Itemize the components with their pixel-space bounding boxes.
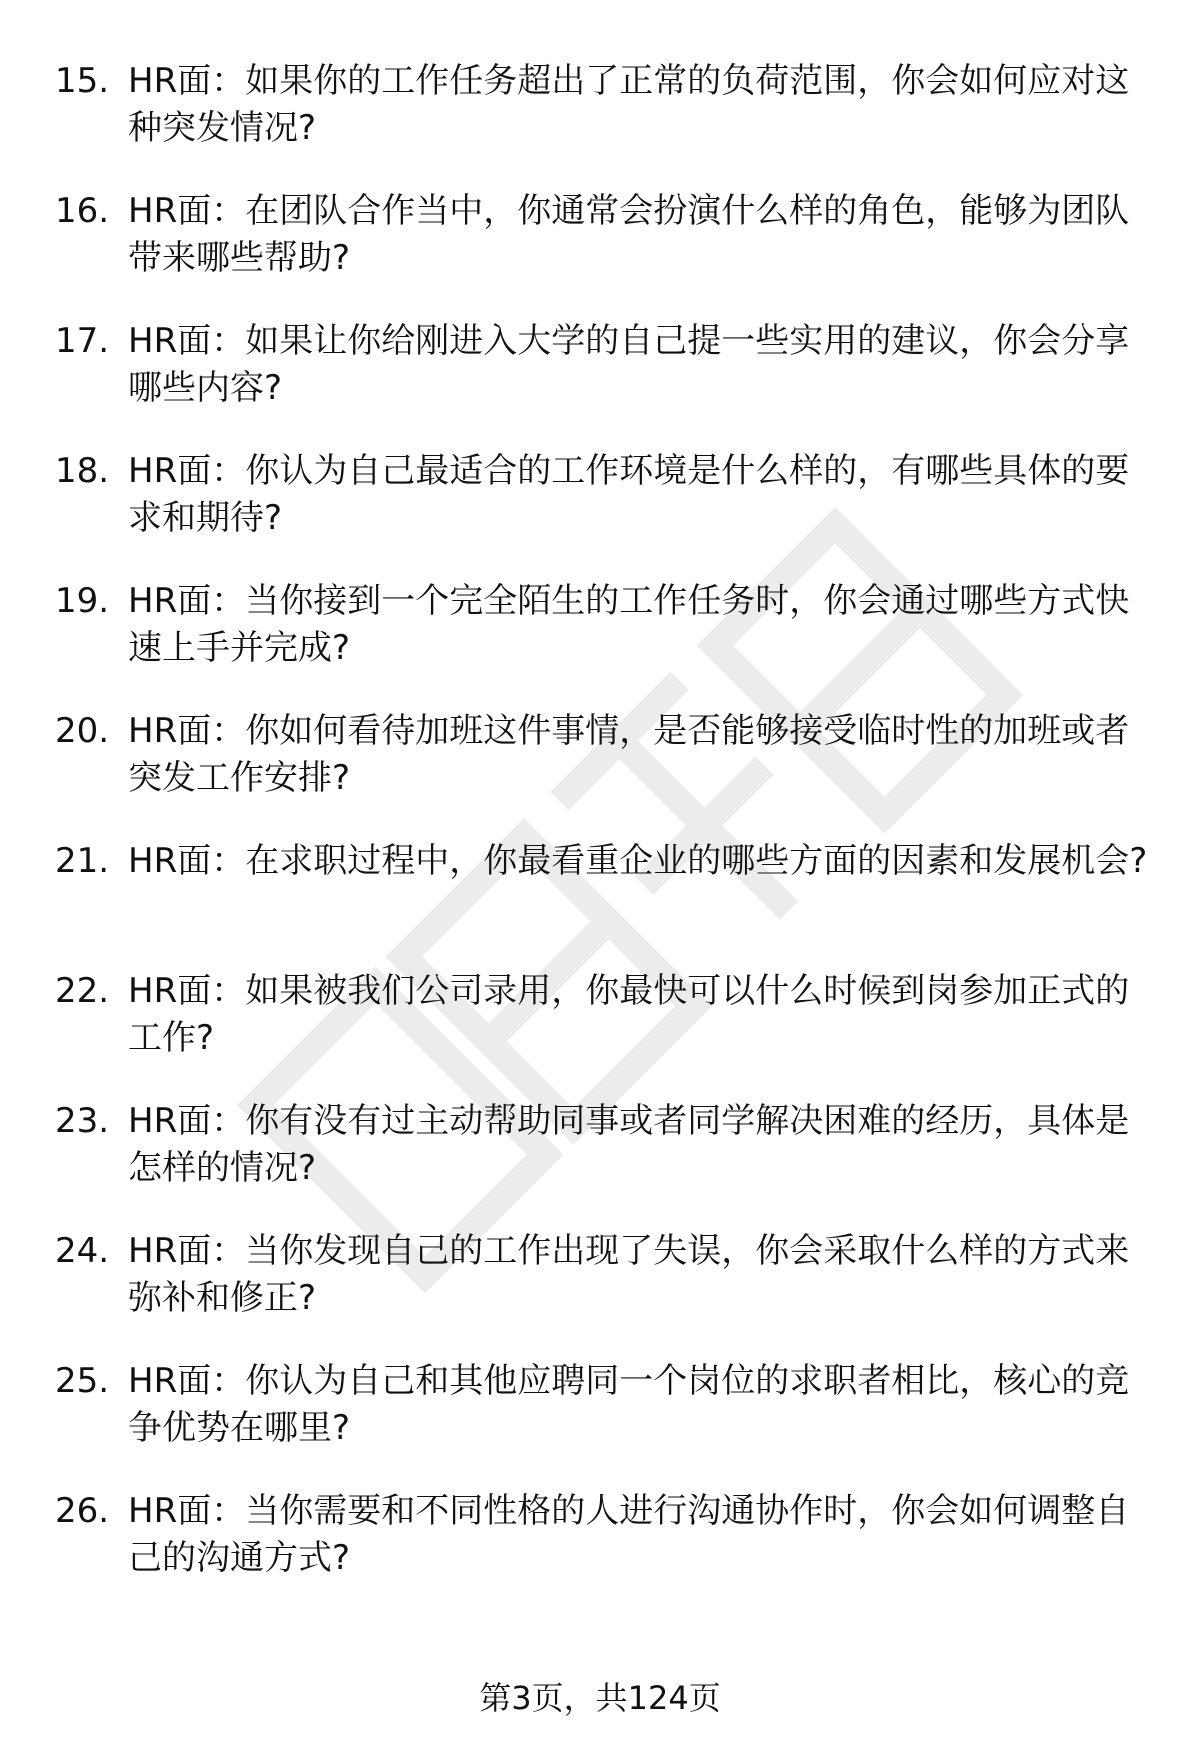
question-number: 20. bbox=[55, 711, 110, 751]
question-number: 16. bbox=[55, 191, 110, 231]
question-number: 17. bbox=[55, 321, 110, 361]
page-number-label: 第3页，共124页 bbox=[479, 1679, 721, 1717]
question-number: 15. bbox=[55, 61, 110, 101]
question-item bbox=[0, 58, 1200, 188]
question-item bbox=[0, 578, 1200, 708]
question-text: HR面：你认为自己最适合的工作环境是什么样的，有哪些具体的要求和期待? bbox=[128, 451, 1130, 538]
question-text: HR面：当你需要和不同性格的人进行沟通协作时，你会如何调整自己的沟通方式? bbox=[128, 1491, 1130, 1578]
question-number: 25. bbox=[55, 1361, 110, 1401]
question-text: HR面：当你接到一个完全陌生的工作任务时，你会通过哪些方式快速上手并完成? bbox=[128, 581, 1130, 668]
question-item bbox=[0, 1228, 1200, 1358]
question-number: 24. bbox=[55, 1231, 110, 1271]
question-text: HR面：在求职过程中，你最看重企业的哪些方面的因素和发展机会? bbox=[128, 841, 1148, 881]
question-number: 23. bbox=[55, 1101, 110, 1141]
question-text: HR面：如果被我们公司录用，你最快可以什么时候到岗参加正式的工作? bbox=[128, 971, 1130, 1058]
question-item bbox=[0, 448, 1200, 578]
question-text: HR面：你如何看待加班这件事情，是否能够接受临时性的加班或者突发工作安排? bbox=[128, 711, 1130, 798]
question-number: 26. bbox=[55, 1491, 110, 1531]
question-item bbox=[0, 318, 1200, 448]
question-item bbox=[0, 1488, 1200, 1618]
question-item bbox=[0, 1098, 1200, 1228]
question-text: HR面：如果你的工作任务超出了正常的负荷范围，你会如何应对这种突发情况? bbox=[128, 61, 1130, 148]
question-number: 21. bbox=[55, 841, 110, 881]
question-text: HR面：你认为自己和其他应聘同一个岗位的求职者相比，核心的竞争优势在哪里? bbox=[128, 1361, 1130, 1448]
question-text: HR面：如果让你给刚进入大学的自己提一些实用的建议，你会分享哪些内容? bbox=[128, 321, 1130, 408]
question-item bbox=[0, 838, 1200, 968]
page-footer bbox=[0, 1678, 1200, 1718]
question-list bbox=[0, 58, 1200, 1618]
question-text: HR面：当你发现自己的工作出现了失误，你会采取什么样的方式来弥补和修正? bbox=[128, 1231, 1130, 1318]
question-text: HR面：在团队合作当中，你通常会扮演什么样的角色，能够为团队带来哪些帮助? bbox=[128, 191, 1130, 278]
question-number: 22. bbox=[55, 971, 110, 1011]
question-item bbox=[0, 1358, 1200, 1488]
question-item bbox=[0, 708, 1200, 838]
question-item bbox=[0, 188, 1200, 318]
question-item bbox=[0, 968, 1200, 1098]
question-text: HR面：你有没有过主动帮助同事或者同学解决困难的经历，具体是怎样的情况? bbox=[128, 1101, 1130, 1188]
question-number: 19. bbox=[55, 581, 110, 621]
question-number: 18. bbox=[55, 451, 110, 491]
